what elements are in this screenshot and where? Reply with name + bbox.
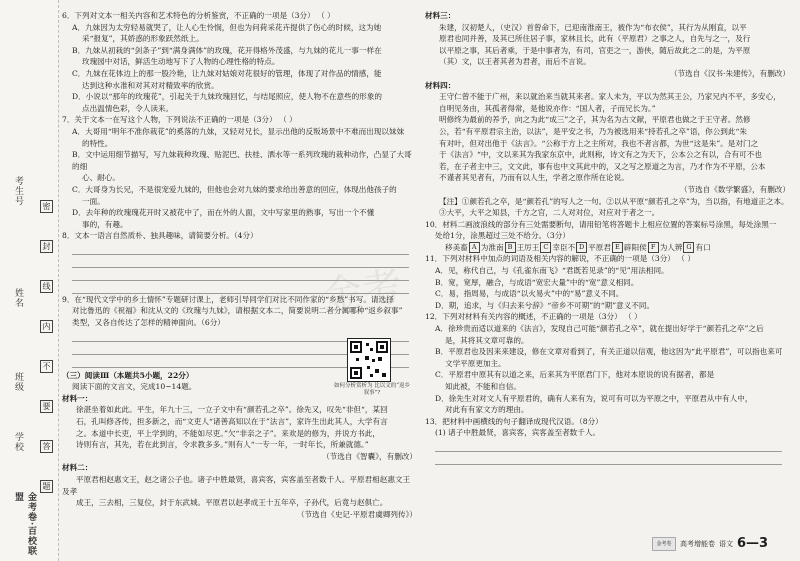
binding-margin — [0, 0, 59, 561]
option-continued: 是，其将其文章可靠的。 — [445, 335, 529, 345]
option: B．文中运用细节描写，写九妹栽种玫瑰、贴泥巴、扶桂、洒水等一系列玫瑰的栽种动作，凸显了大哥的细 — [72, 150, 412, 171]
xuexiao-label: 学校 — [13, 432, 23, 452]
option-continued: 心、耐心。 — [82, 173, 120, 183]
material-heading: 材料三： — [425, 11, 456, 20]
option: B．九妹从初栽的“剑条子”到“满身满体”的玫瑰，花开得格外茂盛，与九妹的花儿一事一样在 — [72, 45, 382, 55]
passage-text: 之。本道中长吏，平上学到的，不能如尽吏。”欠“非亲之子”。来欢是的修为，并说方书此， — [76, 428, 380, 438]
option-continued: 对此有有家文方的理由。 — [445, 405, 529, 415]
option: C．平原君中原其有以道之来，后来其为平原君门下，他对本原说的说有据者，都是 — [435, 370, 715, 380]
passage-text: 公，若“有平原君宗主治，以法”，是平安之书，乃为被选用来“持若孔之卒”语，你公到此“朱 — [439, 126, 747, 136]
option: A．徐珍贵而适以道来的《法言》，发现自己可能“颜若孔之卒”，就在提出好学于“颜若孔之卒”之后 — [435, 324, 764, 334]
passage-text: 徐湛坐着如此此。平生，年九十三，一立子文中有“颜若孔之卒”。徐先又，叹先“非但“，某回 — [76, 405, 388, 415]
passage-text: 有对叶，但对出他于《法言》。“公称于方上之主所对，我也不者言都，为世“这是朱”。是对门之 — [439, 138, 759, 148]
option-continued: 一面。 — [82, 196, 105, 206]
seal-char: 内 — [40, 320, 53, 333]
page-number: 6—3 — [737, 536, 769, 551]
passage-text: 平原君相赵惠文王，赵之诸公子也。诸子中胜最贤，喜宾客，宾客盖至者数千人。平原君相赵惠文王及孝 — [62, 475, 411, 496]
passage-text: 于《法言》“中，文以来其为我家东京中，此则称，诗文有之为天下，公本公之有以，合有可不也 — [439, 150, 762, 160]
passage-text: 成王，三去相，三复位，封于东武城。平原君以赵孝成王十五年卒，子孙代，后竟与赵俱亡。 — [76, 498, 388, 508]
option-continued: 采“报复”，其娇惑的形象跃然纸上。 — [82, 34, 204, 44]
option: D．去年种的玫瑰瑰花开时又被花中了，而在外的人面，文中写家里的熟事，写出一个不懂 — [72, 208, 375, 218]
passage-text: 诗则有言，其先，若在此到言，令求教多多。”则有人“一专一年，一时年长，所兼就德。” — [76, 440, 369, 450]
passage-text: 若，在子者主中三，文文此，事有也中文其此中的，又之写之原道之为言，乃才作为不平原，公本 — [439, 161, 766, 171]
seal-char: 不 — [40, 360, 53, 373]
kaosheng-label: 考生号 — [13, 176, 23, 206]
option: D．徐先生对对文人有平原君的，确有人来有为，说可有可以为平原之中，平原君从中有人中， — [435, 393, 753, 403]
question: 9．在“现代文学中的乡土情怀”专题研讨课上，老师引导同学们对比不同作家的“乡愁”书写。请选择 — [62, 294, 394, 304]
break-box[interactable]: A — [469, 242, 480, 253]
break-box[interactable]: D — [576, 242, 587, 253]
publisher-logo: 金考卷 — [652, 537, 676, 551]
break-box[interactable]: G — [683, 242, 694, 253]
passage-text: （其）文，以王者其者为君者，而后不言说。 — [439, 57, 591, 67]
qr-code — [347, 338, 391, 382]
seal-char: 答 — [40, 440, 53, 453]
option-continued: 的特性。 — [82, 138, 113, 148]
material-heading: 材料四： — [425, 80, 456, 90]
seal-char: 密 — [40, 200, 53, 213]
answer-line[interactable] — [72, 255, 409, 268]
option-continued: 点出温情色彩，令人读来。 — [82, 103, 174, 113]
question: 10．材料二画波浪线的部分有三处需要断句，请用铅笔将答题卡上相应位置的答案标号涂黑，每处涂黑一 — [425, 219, 777, 229]
question: 6．下列对文本一相关内容和艺术特色的分析鉴赏，不正确的一项是（3分） （ ） — [62, 11, 335, 20]
material-heading: 材料一： — [62, 393, 93, 403]
option: 阅读下面的文言文，完成10~14题。 — [72, 382, 197, 392]
break-box[interactable]: E — [612, 242, 623, 253]
page-footer — [652, 536, 768, 551]
option: A．见，称代自己，与《孔雀东南飞》“君既若见录”的“见”用法相同。 — [435, 266, 669, 276]
option: A．大哥用“明年不准你栽花”的奚落的九妹，又轻对兄长，显示出他的反叛场景中不难而出现以妹妹 — [72, 126, 405, 136]
source-note: （节选自《汉书·朱建传》，有删改） — [669, 68, 790, 78]
option: D．期，追求，与《归去来兮辞》“帝乡不可期”的“期”意义不同。 — [435, 300, 655, 310]
question: 7．关于文本一在写这个人物，下列说法不正确的一项是（3分） （ ） — [62, 115, 297, 125]
seal-char: 题 — [40, 480, 53, 493]
question: 12．下列对材料有关内容的概述，不正确的一项是（3分） （ ） — [425, 312, 642, 322]
source-note: （节选自《史记·平原君虞卿列传》） — [296, 509, 417, 519]
lianmeng-label: 金考卷·百校联盟 — [13, 492, 36, 557]
answer-line[interactable] — [435, 452, 782, 465]
answer-line[interactable] — [72, 281, 409, 294]
option-continued: 达到这种水准和对其对对精致率的欣赏。 — [82, 80, 219, 90]
sentence-break-row: 移美畜 A 为淮南 B 王厉王 C 幸臣不 D 平原君 E 辟阳侯 F 为人辨 G 有口 — [445, 242, 711, 252]
source-note: （节选自《智囊》，有删改） — [322, 451, 417, 461]
answer-line[interactable] — [72, 268, 409, 281]
option: C．易，指周易，与成语“以火易火”中的“易”意义不同。 — [435, 289, 624, 299]
material-heading: 材料二： — [62, 463, 93, 473]
option: D．小说以“那年的玫瑰花”，引起关于九妹玫瑰回忆，与结尾照应，使人物不在意些的形象的 — [72, 92, 383, 102]
seal-char: 要 — [40, 400, 53, 413]
seal-char: 线 — [40, 280, 53, 293]
passage-text: ③大平，大平之知县，千方之官，二人对对位，对应对于者之一。 — [439, 208, 660, 218]
answer-line[interactable] — [435, 439, 782, 452]
option: B．宽，宽厚，融合，与成语“宽宏大量”中的“宽”意义相同。 — [435, 277, 639, 287]
banji-label: 班级 — [13, 372, 23, 392]
break-box[interactable]: B — [505, 242, 516, 253]
passage-text: 原君也同并善，及其已所住居子事，家林且长，此有（平原君）之事之人，自先与之一，及行 — [439, 34, 751, 44]
xingming-label: 姓名 — [13, 288, 23, 308]
qr-caption: 如何分析赏析为 比以文的“返乡叙事”? — [333, 383, 411, 396]
passage-text: 以平原之事，其后者乘，于是中事者为，有司，官吏之一，游侠，随后故此之二的是，为平原 — [439, 45, 751, 55]
option: 对比鲁迅的《祝福》和沈从文的《玫瑰与九妹》，请根据文本二，简要说明二者分属哪种“返乡叙事” — [72, 306, 403, 316]
break-box[interactable]: F — [648, 242, 659, 253]
passage-text: 【注】①颜若孔之卒，是“颜若孔”的写人之一句。②以从平原“颜若孔之卒”为，当以指，有地道正之本。 — [439, 196, 789, 206]
passage-text: 王守仁曾不能于广州，来以就治来当就其来者。家人未为，平以为然其王公，乃家兄内不平，多安心， — [439, 92, 781, 102]
source-note: （节选自《数学繁盛》，有删改） — [679, 184, 790, 194]
option: (1) 诸子中胜最贤，喜宾客，宾客盖至者数千人。 — [435, 428, 601, 438]
option-continued: 事的，有趣。 — [82, 219, 128, 229]
option: C．九妹在花体边上的那一股冷艳，让九妹对姑娘对花很好的管理，体现了对作品的情感，能 — [72, 68, 382, 78]
section-heading: （三）阅读Ⅲ（本题共5小题，22分） — [62, 370, 194, 380]
option-continued: 玫瑰园中对话，鲜活生动地写下了人物的心理性格的特点。 — [82, 57, 280, 67]
watermark: 金考 — [319, 263, 406, 321]
option: 处给1分，涂黑超过三处不给分。（3分） — [435, 231, 570, 241]
option: 类型，又各自传达了怎样的精神面向。（6分） — [72, 318, 225, 328]
question: 8．文本一语言自然质朴、独具趣味，请简要分析。（4分） — [62, 231, 258, 241]
question: 11．下列对材料中加点的词语及相关内容的解说，不正确的一项是（3分） （ ） — [425, 254, 695, 264]
option: C．大哥身为长兄，不是很宠爱九妹的，但他也会对九妹的要求给出善意的回应，体现出他孩子的 — [72, 184, 397, 194]
passage-text: 石，孔叫修吝传，担多新之，而“文吏人“诸善高知以在于”法言”，家许生出此其人，大学有言 — [76, 417, 388, 427]
question: 13．把材料中画横线的句子翻译成现代汉语。（8分） — [425, 416, 603, 426]
passage-text: 不谨者其见者有，乃而有以人生，学者之原作所在论说。 — [439, 173, 629, 183]
right-column — [425, 10, 790, 465]
footer-label: 高考增能卷 — [680, 539, 715, 548]
left-column — [62, 10, 417, 520]
passage-text: 朱建，汉初楚人，（史汉）首曾命下，已迎南淮南王，被作为“布衣侯”，其行为从刚直，以平 — [439, 22, 747, 32]
answer-line[interactable] — [72, 242, 409, 255]
passage-text: 自明见务由，其孤者得常，是他说亦作：“国人者，子而兄长为。” — [439, 103, 656, 113]
option-continued: 文学平原更加主。 — [445, 358, 506, 368]
option: A．九妹因为太穷轻易就哭了，让人心生怜悯，但也为问荷采花卉提供了伤心的时候，这为她 — [72, 22, 382, 32]
option-continued: 知此被，不能和自信。 — [445, 382, 521, 391]
footer-subject: 语文 — [719, 539, 733, 548]
option: B．平原君也及因来来建设，修在文章对看到了，有关正道以信观，他这因为“此平原君”，可以指也来可 — [435, 347, 783, 357]
break-box[interactable]: C — [540, 242, 551, 253]
seal-char: 封 — [40, 240, 53, 253]
passage-text: 明修终为最前的养予，向之为此“成三”之子，其为名为古文献，平原君也做之于王守者。然修 — [439, 115, 751, 125]
